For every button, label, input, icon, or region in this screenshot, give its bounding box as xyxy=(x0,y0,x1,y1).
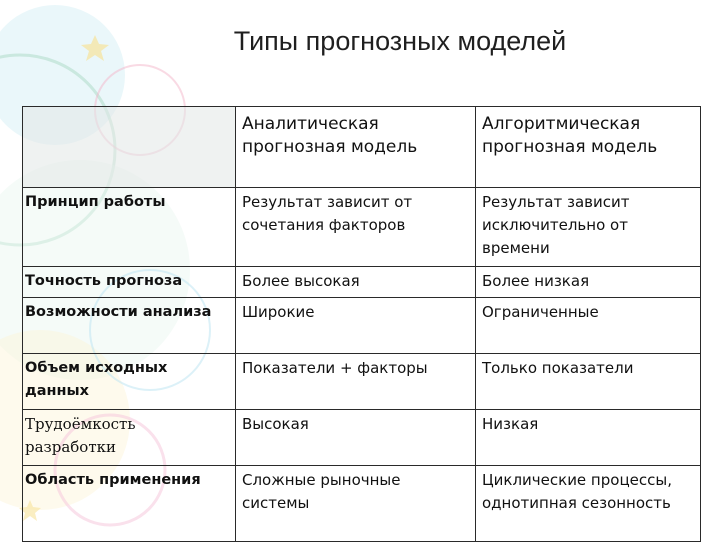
table-cell: Показатели + факторы xyxy=(236,354,476,410)
comparison-table xyxy=(22,106,701,542)
row-header: Объем исходных данных xyxy=(23,354,236,410)
row-header: Возможности анализа xyxy=(23,298,236,354)
row-header: Трудоёмкость разработки xyxy=(23,410,236,466)
table-cell: Ограниченные xyxy=(476,298,701,354)
table-cell: Широкие xyxy=(236,298,476,354)
table-cell: Более высокая xyxy=(236,267,476,298)
slide-title: Типы прогнозных моделей xyxy=(233,26,567,56)
table-cell: Низкая xyxy=(476,410,701,466)
table-cell: Результат зависит исключительно от времени xyxy=(476,188,701,267)
row-header: Точность прогноза xyxy=(23,267,236,298)
corner-cell xyxy=(23,107,236,188)
table-cell: Высокая xyxy=(236,410,476,466)
column-header-analytical: Аналитическая прогнозная модель xyxy=(236,107,476,188)
table-row xyxy=(23,298,701,354)
row-header: Принцип работы xyxy=(23,188,236,267)
table-cell: Циклические процессы, однотипная сезонность xyxy=(476,466,701,542)
table-cell: Более низкая xyxy=(476,267,701,298)
table-cell: Результат зависит от сочетания факторов xyxy=(236,188,476,267)
table-row xyxy=(23,354,701,410)
column-header-algorithmic: Алгоритмическая прогнозная модель xyxy=(476,107,701,188)
table-row xyxy=(23,267,701,298)
table-row xyxy=(23,188,701,267)
table-header-row xyxy=(23,107,701,188)
table-row xyxy=(23,466,701,542)
table-cell: Только показатели xyxy=(476,354,701,410)
table-cell: Сложные рыночные системы xyxy=(236,466,476,542)
table-row xyxy=(23,410,701,466)
row-header: Область применения xyxy=(23,466,236,542)
